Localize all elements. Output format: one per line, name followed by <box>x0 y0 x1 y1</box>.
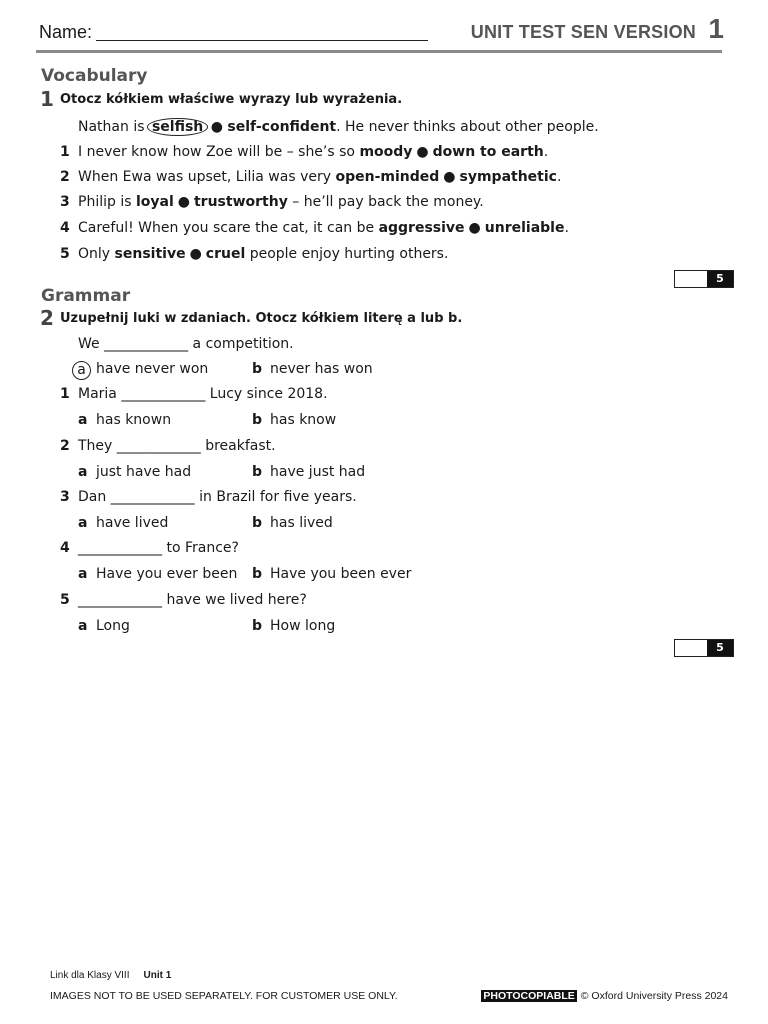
grammar-item-number: 5 <box>60 592 70 608</box>
name-label: Name: <box>39 22 93 42</box>
grammar-item-sentence: ____________ have we lived here? <box>78 592 307 608</box>
vocabulary-max-score: 5 <box>707 271 733 287</box>
example-circled-answer: selfish <box>147 118 208 136</box>
grammar-letter-b[interactable]: b <box>252 566 263 582</box>
grammar-letter-a[interactable]: a <box>78 464 88 480</box>
footer-copyright-line <box>481 990 728 1002</box>
grammar-option-b[interactable]: have just had <box>270 464 366 480</box>
example-circled-letter-a: a <box>72 361 91 380</box>
grammar-option-b[interactable]: Have you been ever <box>270 566 412 582</box>
header-divider <box>36 50 722 53</box>
vocab-item-text-post: – he’ll pay back the money. <box>287 194 484 210</box>
grammar-example-sentence: We ____________ a competition. <box>78 336 294 352</box>
grammar-heading: Grammar <box>41 286 131 306</box>
exercise-1-instruction: Otocz kółkiem właściwe wyrazy lub wyrażenia. <box>60 92 403 107</box>
grammar-item-number: 2 <box>60 438 70 454</box>
bullet-icon: ● <box>468 220 481 236</box>
footer-unit: Unit 1 <box>143 970 172 981</box>
footer-course-line <box>50 970 171 981</box>
grammar-option-b[interactable]: has know <box>270 412 337 428</box>
name-field-line[interactable] <box>96 40 428 41</box>
vocab-option-2[interactable]: trustworthy <box>193 194 288 210</box>
bullet-icon: ● <box>189 246 202 262</box>
grammar-letter-a[interactable]: a <box>78 618 88 634</box>
vocab-option-1[interactable]: open-minded <box>335 169 440 185</box>
vocab-example <box>78 118 599 136</box>
vocab-item <box>78 220 569 236</box>
vocab-item-text-pre: When Ewa was upset, Lilia was very <box>78 169 336 185</box>
grammar-item-sentence: Maria ____________ Lucy since 2018. <box>78 386 328 402</box>
vocabulary-heading: Vocabulary <box>41 66 148 86</box>
grammar-letter-b[interactable]: b <box>252 515 263 531</box>
vocab-option-1[interactable]: loyal <box>135 194 174 210</box>
example-option-b: never has won <box>270 361 373 377</box>
bullet-icon: ● <box>210 119 223 135</box>
grammar-option-a[interactable]: has known <box>96 412 172 428</box>
grammar-item-sentence: ____________ to France? <box>78 540 239 556</box>
grammar-letter-a[interactable]: a <box>78 515 88 531</box>
grammar-letter-a[interactable]: a <box>78 412 88 428</box>
vocab-item-text-pre: Careful! When you scare the cat, it can be <box>78 220 379 236</box>
bullet-icon: ● <box>416 144 429 160</box>
photocopiable-badge: PHOTOCOPIABLE <box>483 990 575 1002</box>
vocab-item <box>78 194 484 210</box>
exercise-2-instruction: Uzupełnij luki w zdaniach. Otocz kółkiem literę a lub b. <box>60 311 463 326</box>
vocab-item <box>78 169 561 185</box>
grammar-option-b[interactable]: has lived <box>270 515 333 531</box>
grammar-item-sentence: They ____________ breakfast. <box>78 438 276 454</box>
grammar-option-a[interactable]: Have you ever been <box>96 566 238 582</box>
example-option-2: self-confident <box>227 119 337 135</box>
grammar-item-number: 3 <box>60 489 70 505</box>
grammar-item-number: 1 <box>60 386 70 402</box>
grammar-item-number: 4 <box>60 540 70 556</box>
grammar-option-b[interactable]: How long <box>270 618 336 634</box>
bullet-icon: ● <box>177 194 190 210</box>
exercise-2-number: 2 <box>40 306 54 330</box>
vocab-option-1[interactable]: aggressive <box>378 220 465 236</box>
grammar-letter-b[interactable]: b <box>252 618 263 634</box>
vocab-item-number: 3 <box>60 194 70 210</box>
vocab-option-2[interactable]: cruel <box>205 246 246 262</box>
footer-notice: IMAGES NOT TO BE USED SEPARATELY. FOR CUSTOMER USE ONLY. <box>50 990 398 1002</box>
bullet-icon: ● <box>443 169 456 185</box>
exercise-1-number: 1 <box>40 87 54 111</box>
vocabulary-score-box[interactable] <box>674 270 734 288</box>
vocab-item-number: 5 <box>60 246 70 262</box>
vocab-item-text-post: . <box>564 220 569 236</box>
vocab-option-1[interactable]: moody <box>359 144 413 160</box>
vocab-item-text-pre: I never know how Zoe will be – she’s so <box>78 144 360 160</box>
vocab-item-text-pre: Philip is <box>78 194 136 210</box>
grammar-option-a[interactable]: Long <box>96 618 130 634</box>
grammar-letter-b[interactable]: b <box>252 464 263 480</box>
grammar-option-a[interactable]: have lived <box>96 515 169 531</box>
vocab-option-2[interactable]: down to earth <box>432 144 544 160</box>
grammar-letter-a[interactable]: a <box>78 566 88 582</box>
vocab-item-text-pre: Only <box>78 246 115 262</box>
vocab-item-number: 4 <box>60 220 70 236</box>
vocab-item-text-post: . <box>543 144 549 160</box>
vocab-option-2[interactable]: sympathetic <box>459 169 557 185</box>
footer-course: Link dla Klasy VIII <box>50 970 130 981</box>
grammar-max-score: 5 <box>707 640 733 656</box>
vocab-option-2[interactable]: unreliable <box>484 220 565 236</box>
grammar-letter-b[interactable]: b <box>252 412 263 428</box>
footer-copyright: © Oxford University Press 2024 <box>580 990 728 1002</box>
example-text-pre: Nathan is <box>78 119 145 135</box>
grammar-option-a[interactable]: just have had <box>96 464 192 480</box>
vocab-item-text-post: people enjoy hurting others. <box>245 246 449 262</box>
vocab-option-1[interactable]: sensitive <box>114 246 186 262</box>
example-letter-b: b <box>252 361 263 377</box>
vocab-item-text-post: . <box>556 169 562 185</box>
vocab-item <box>78 144 548 160</box>
vocab-item <box>78 246 448 262</box>
grammar-score-box[interactable] <box>674 639 734 657</box>
example-text-post: . He never thinks about other people. <box>336 119 599 135</box>
grammar-item-sentence: Dan ____________ in Brazil for five years. <box>78 489 357 505</box>
vocab-item-number: 2 <box>60 169 70 185</box>
test-title: UNIT TEST SEN VERSION <box>470 22 696 42</box>
vocab-item-number: 1 <box>60 144 70 160</box>
example-option-a: have never won <box>96 361 209 377</box>
unit-number: 1 <box>708 13 724 44</box>
